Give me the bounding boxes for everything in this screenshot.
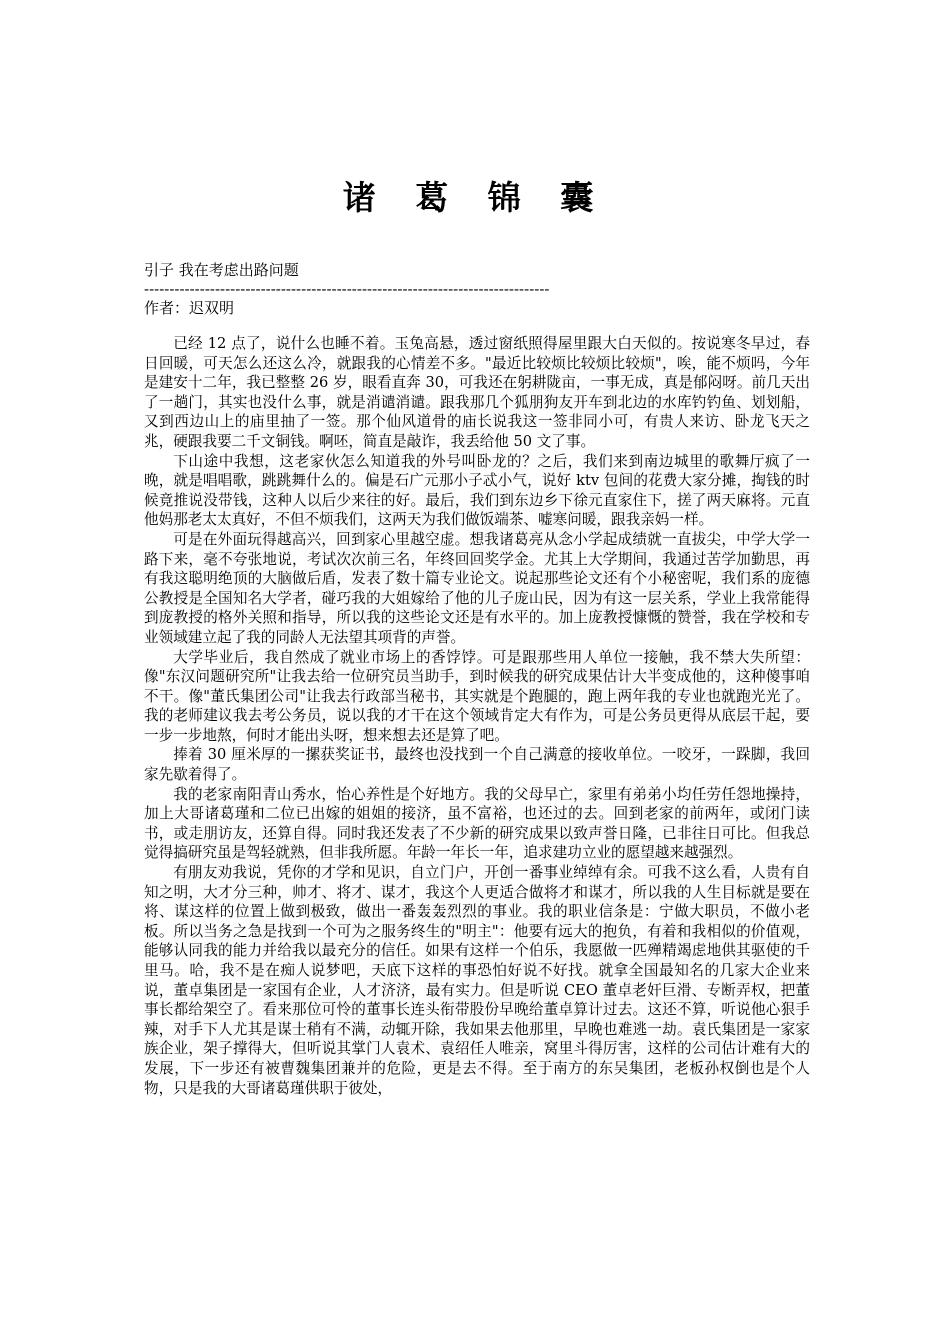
paragraph: 可是在外面玩得越高兴，回到家心里越空虚。想我诸葛亮从念小学起成绩就一直拔尖，中学大学一路下来，毫不夸张地说，考试次次前三名，年终回回奖学金。尤其上大学期间，我通过苦学加勤思，再有我这聪明绝顶的大脑做后盾，发表了数十篇专业论文。说起那些论文还有个小秘密呢，我们系的庞德公教授是全国知名大学者，碰巧我的大姐嫁给了他的儿子庞山民，因为有这一层关系，学业上我常能得到庞教授的格外关照和指导，所以我的这些论文还是有水平的。加上庞教授慷慨的赞誉，我在学校和专业领域建立起了我的同龄人无法望其项背的声誉。	[144, 530, 810, 646]
separator-line: --------------------------------------------------------------------------------	[144, 280, 550, 298]
paragraph: 我的老家南阳青山秀水，怡心养性是个好地方。我的父母早亡，家里有弟弟小均任劳任怨地操持，加上大哥诸葛瑾和二位已出嫁的姐姐的接济，虽不富裕，也还过的去。回到老家的前两年，或闭门读书，或走朋访友，还算自得。同时我还发表了不少新的研究成果以致声誉日隆，已非往日可比。但我总觉得搞研究虽是驾轻就熟，但非我所愿。年龄一年长一年，追求建功立业的愿望越来越强烈。	[144, 785, 810, 862]
document-title: 诸 葛 锦 囊	[342, 178, 608, 217]
chapter-heading: 引子 我在考虑出路问题	[144, 261, 299, 279]
paragraph: 下山途中我想，这老家伙怎么知道我的外号叫卧龙的？之后，我们来到南边城里的歌舞厅疯了一晚，就是唱唱歌，跳跳舞什么的。偏是石广元那小子忒小气，说好 ktv 包间的花费大家分摊，掏钱的时候竟推说没带钱，这种人以后少来往的好。最后，我们到东边乡下徐元直家住下，搓了两天麻将。元直他妈那老太太真好，不但不烦我们，这两天为我们做饭端茶、嘘寒问暖，跟我亲妈一样。	[144, 452, 810, 529]
document-body	[144, 334, 810, 1098]
paragraph: 捧着 30 厘米厚的一摞获奖证书，最终也没找到一个自己满意的接收单位。一咬牙，一跺脚，我回家先歇着得了。	[144, 746, 810, 784]
author-line: 作者：迟双明	[144, 299, 235, 317]
paragraph: 有朋友劝我说，凭你的才学和见识，自立门户，开创一番事业绰绰有余。可我不这么看，人贵有自知之明，大才分三种，帅才、将才、谋才，我这个人更适合做将才和谋才，所以我的人生目标就是要在将、谋这样的位置上做到极致，做出一番轰轰烈烈的事业。我的职业信条是：宁做大职员，不做小老板。所以当务之急是找到一个可为之服务终生的"明主"：他要有远大的抱负，有着和我相似的价值观，能够认同我的能力并给我以最充分的信任。如果有这样一个伯乐，我愿做一匹殚精竭虑地供其驱使的千里马。哈，我不是在痴人说梦吧，天底下这样的事恐怕好说不好找。就拿全国最知名的几家大企业来说，董卓集团是一家国有企业，人才济济，最有实力。但是听说 CEO 董卓老奸巨滑、专断弄权，把董事长都给架空了。看来那位可怜的董事长连头衔带股份早晚给董卓算计过去。这还不算，听说他心狠手辣，对手下人尤其是谋士稍有不满，动辄开除，我如果去他那里，早晚也难逃一劫。袁氏集团是一家家族企业，架子撑得大，但听说其掌门人袁术、袁绍任人唯亲，窝里斗得厉害，这样的公司估计难有大的发展，下一步还有被曹魏集团兼并的危险，更是去不得。至于南方的东吴集团，老板孙权倒也是个人物，只是我的大哥诸葛瑾供职于彼处，	[144, 864, 810, 1097]
paragraph: 大学毕业后，我自然成了就业市场上的香饽饽。可是跟那些用人单位一接触，我不禁大失所望：像"东汉问题研究所"让我去给一位研究员当助手，到时候我的研究成果估计大半变成他的，这种傻事咱不干。像"董氏集团公司"让我去行政部当秘书，其实就是个跑腿的，跑上两年我的专业也就跑光光了。我的老师建议我去考公务员，说以我的才干在这个领域肯定大有作为，可是公务员更得从底层干起，要一步一步地熬，何时才能出头呀，想来想去还是算了吧。	[144, 648, 810, 744]
document-header	[144, 261, 824, 318]
paragraph: 已经 12 点了，说什么也睡不着。玉兔高悬，透过窗纸照得屋里跟大白天似的。按说寒冬早过，春日回暖，可天怎么还这么冷，就跟我的心情差不多。"最近比较烦比较烦比较烦"，唉，能不烦吗，今年是建安十二年，我已整整 26 岁，眼看直奔 30，可我还在躬耕陇亩，一事无成，真是郁闷呀。前几天出了一趟门，其实也没什么事，就是消谴消谴。跟我那几个狐朋狗友开车到北边的水库钓钓鱼、划划船，又到西边山上的庙里抽了一签。那个仙风道骨的庙长说我这一签非同小可，有贵人来访、卧龙飞天之兆，硬跟我要二千文铜钱。啊呸，简直是敲诈，我丢给他 50 文了事。	[144, 335, 810, 450]
